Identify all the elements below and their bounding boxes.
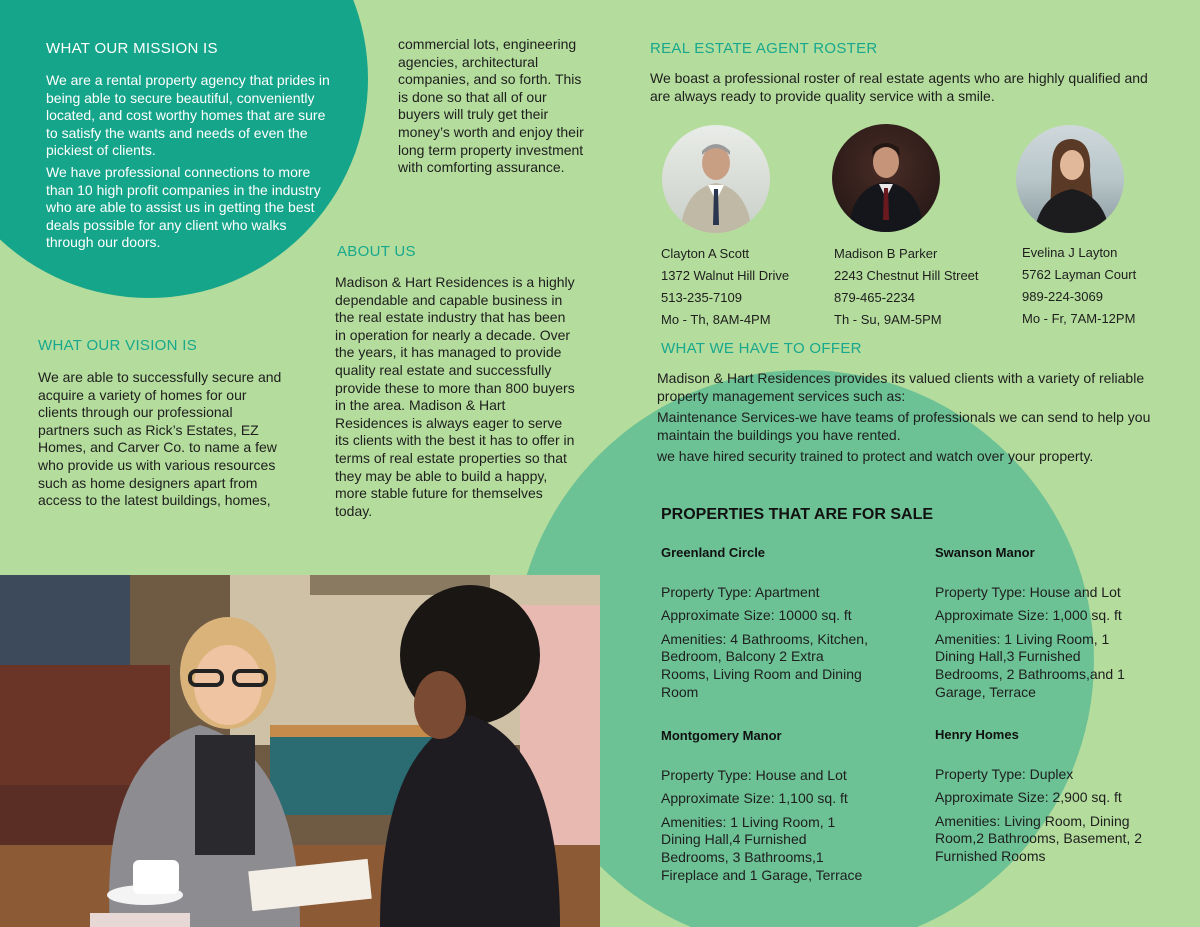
- about-heading: ABOUT US: [337, 243, 416, 260]
- meeting-scene-image: [0, 575, 600, 927]
- agent-portrait-icon: [832, 124, 940, 232]
- agent-name: Madison B Parker: [834, 246, 938, 261]
- agent-portrait-icon: [1016, 125, 1124, 233]
- property-name: Henry Homes: [935, 727, 1019, 742]
- agent-address: 1372 Walnut Hill Drive: [661, 268, 790, 283]
- mission-continued-text: commercial lots, engineering agencies, architectural companies, and so forth. This is done so that all of our buyers will truly get their money’s worth and enjoy their long term property investment with comforting assurance.: [398, 36, 584, 176]
- agent-address: 2243 Chestnut Hill Street: [834, 268, 979, 283]
- agent-phone: 989-224-3069: [1022, 289, 1103, 304]
- property-size: Approximate Size: 1,100 sq. ft: [661, 790, 848, 807]
- properties-heading: PROPERTIES THAT ARE FOR SALE: [661, 506, 934, 523]
- property-amenities: Amenities: Living Room, Dining Room,2 Bathrooms, Basement, 2 Furnished Rooms: [935, 812, 1142, 864]
- agent-hours: Mo - Fr, 7AM-12PM: [1022, 311, 1136, 326]
- agent-card-clayton: [661, 243, 789, 331]
- mission-paragraph-2: We have professional connections to more than 10 high profit companies in the industry who are able to assist us in getting the best deals possible for any client who walks through our doors.: [46, 163, 321, 251]
- property-type: Property Type: House and Lot: [935, 583, 1121, 600]
- property-greenland-circle: [661, 544, 875, 707]
- property-swanson-manor: [935, 544, 1149, 707]
- offer-paragraph-3: we have hired security trained to protect and watch over your property.: [657, 448, 1094, 465]
- about-text: Madison & Hart Residences is a highly dependable and capable business in the real estate industry that has been in operation for nearly a decade. Over the years, it has managed to provide quality real estate and successfully provide these to more than 800 buyers in the area. Madison & Hart Residences is always eager to serve its clients with the best it has to offer in terms of real estate properties so that they may be able to build a happy, more stable future for themselves today.: [335, 274, 575, 519]
- vision-text: We are able to successfully secure and acquire a variety of homes for our clients through our professional partners such as Rick’s Estates, EZ Homes, and Carver Co. to name a few who provide us with various resources such as home designers apart from access to the latest buildings, homes,: [38, 369, 282, 509]
- offer-heading: WHAT WE HAVE TO OFFER: [661, 340, 862, 357]
- mission-heading: WHAT OUR MISSION IS: [46, 40, 218, 57]
- mission-paragraph-1: We are a rental property agency that prides in being able to secure beautiful, conveniently located, and cost worthy homes that are sure to satisfy the wants and needs of even the pickiest of clients.: [46, 72, 330, 159]
- agent-address: 5762 Layman Court: [1022, 267, 1137, 282]
- property-size: Approximate Size: 1,000 sq. ft: [935, 607, 1122, 624]
- offer-paragraph-2: Maintenance Services-we have teams of professionals we can send to help you maintain the buildings you have rented.: [657, 409, 1151, 443]
- agent-photo-clayton: [662, 125, 770, 233]
- meeting-photo: [0, 575, 600, 927]
- roster-intro: We boast a professional roster of real estate agents who are highly qualified and are always ready to provide quality service with a smile.: [650, 70, 1148, 104]
- property-type: Property Type: House and Lot: [661, 766, 847, 783]
- property-amenities: Amenities: 1 Living Room, 1 Dining Hall,4 Furnished Bedrooms, 3 Bathrooms,1 Fireplace and 1 Garage, Terrace: [661, 813, 863, 883]
- property-size: Approximate Size: 10000 sq. ft: [661, 607, 852, 624]
- property-type: Property Type: Duplex: [935, 765, 1074, 782]
- agent-phone: 879-465-2234: [834, 290, 915, 305]
- property-type: Property Type: Apartment: [661, 583, 820, 600]
- agent-hours: Mo - Th, 8AM-4PM: [661, 312, 771, 327]
- agent-name: Clayton A Scott: [661, 246, 750, 261]
- mission-text: [46, 72, 334, 256]
- property-henry-homes: [935, 726, 1149, 872]
- property-name: Swanson Manor: [935, 545, 1035, 560]
- vision-heading: WHAT OUR VISION IS: [38, 337, 198, 354]
- agent-name: Evelina J Layton: [1022, 245, 1118, 260]
- roster-heading: REAL ESTATE AGENT ROSTER: [650, 40, 878, 57]
- agent-photo-evelina: [1016, 125, 1124, 233]
- property-amenities: Amenities: 4 Bathrooms, Kitchen, Bedroom, Balcony 2 Extra Rooms, Living Room and Dining Room: [661, 630, 868, 700]
- agent-card-madison: [834, 243, 979, 331]
- offer-text: [657, 370, 1157, 470]
- property-size: Approximate Size: 2,900 sq. ft: [935, 789, 1122, 806]
- property-name: Montgomery Manor: [661, 728, 782, 743]
- property-amenities: Amenities: 1 Living Room, 1 Dining Hall,3 Furnished Bedrooms, 2 Bathrooms,and 1 Garage, Terrace: [935, 630, 1125, 700]
- property-name: Greenland Circle: [661, 545, 766, 560]
- agent-hours: Th - Su, 9AM-5PM: [834, 312, 942, 327]
- agent-photo-madison: [832, 124, 940, 232]
- agent-phone: 513-235-7109: [661, 290, 742, 305]
- agent-portrait-icon: [662, 125, 770, 233]
- agent-card-evelina: [1022, 242, 1136, 330]
- offer-paragraph-1: Madison & Hart Residences provides its valued clients with a variety of reliable property management services such as:: [657, 370, 1145, 404]
- property-montgomery-manor: [661, 727, 875, 890]
